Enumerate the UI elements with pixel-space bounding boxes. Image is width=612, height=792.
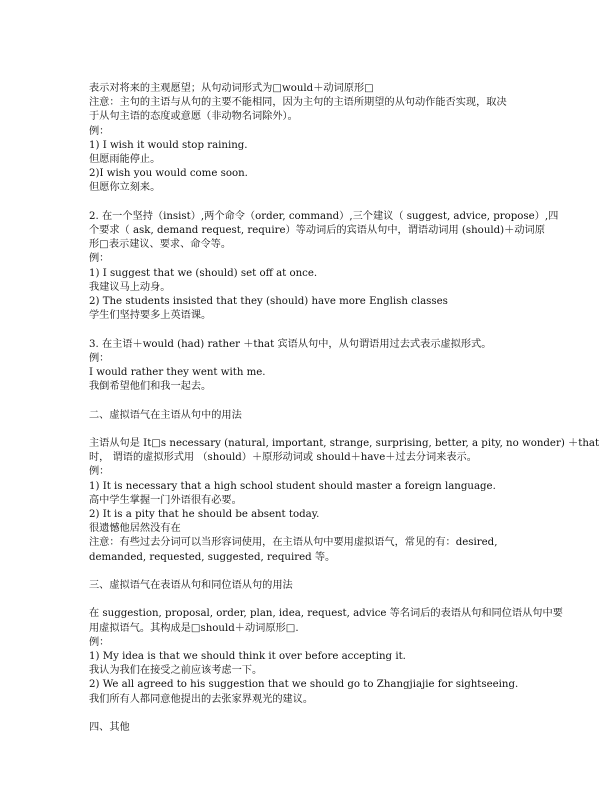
text-line: I would rather they went with me. — [89, 367, 266, 379]
text-line: 2) We all agreed to his suggestion that we should go to Zhangjiajie for sightseeing. — [89, 679, 519, 691]
section-heading: 二、虚拟语气在主语从句中的用法 — [89, 409, 242, 421]
text-line: 主语从句是 It□s necessary (natural, important, strange, surprising, better, a pity, no wonder) ＋that — [89, 438, 600, 450]
text-line: 1) I wish it would stop raining. — [89, 139, 248, 151]
blank-line — [89, 593, 572, 607]
text-line: 例： — [89, 253, 110, 265]
text-line: 2. 在一个坚持（insist）,两个命令（order, command）,三个建议（ suggest, advice, propose）,四 — [89, 210, 559, 222]
text-line: 我建议马上动身。 — [89, 281, 171, 293]
text-line: 时， 谓语的虚拟形式用 （should）＋原形动词或 should＋have＋过去分词来表示。 — [89, 452, 477, 464]
text-line: 注意：主句的主语与从句的主要不能相同，因为主句的主语所期望的从句动作能否实现，取决 — [89, 97, 507, 109]
blank-line — [89, 394, 572, 408]
text-line: 学生们坚持要多上英语课。 — [89, 310, 212, 322]
text-line: 例： — [89, 466, 110, 478]
text-line: 很遗憾他居然没有在 — [89, 523, 181, 535]
text-line: 3. 在主语＋would (had) rather ＋that 宾语从句中，从句谓语用过去式表示虚拟形式。 — [89, 338, 492, 350]
text-line: 但愿你立刻来。 — [89, 182, 161, 194]
text-line: 例： — [89, 636, 110, 648]
text-line: 个要求（ ask, demand request, require）等动词后的宾语从句中，谓语动词用 (should)＋动词原 — [89, 225, 545, 237]
blank-line — [89, 323, 572, 337]
text-line: 2)I wish you would come soon. — [89, 168, 248, 180]
text-line: 2) It is a pity that he should be absent today. — [89, 509, 320, 521]
text-line: 1) I suggest that we (should) set off at once. — [89, 267, 318, 279]
text-line: 我们所有人都同意他提出的去张家界观光的建议。 — [89, 693, 314, 705]
section-heading: 四、其他 — [89, 722, 130, 734]
blank-line — [89, 565, 572, 579]
text-line: 在 suggestion, proposal, order, plan, idea, request, advice 等名词后的表语从句和同位语从句中要 — [89, 608, 563, 620]
blank-line — [89, 423, 572, 437]
text-line: 用虚拟语气。其构成是□should＋动词原形□. — [89, 622, 299, 634]
text-line: demanded, requested, suggested, required 等。 — [89, 551, 336, 563]
blank-line — [89, 196, 572, 210]
text-line: 1) It is necessary that a high school student should master a foreign language. — [89, 480, 496, 492]
text-line: 2) The students insisted that they (should) have more English classes — [89, 296, 448, 308]
text-line: 形□表示建议、要求、命令等。 — [89, 239, 232, 251]
text-line: 于从句主语的态度或意愿（非动物名词除外）。 — [89, 111, 298, 123]
blank-line — [89, 707, 572, 721]
text-line: 我认为我们在接受之前应该考虑一下。 — [89, 665, 263, 677]
text-line: 表示对将来的主观愿望；从句动词形式为□would＋动词原形□ — [89, 83, 374, 94]
text-line: 1) My idea is that we should think it over before accepting it. — [89, 651, 406, 663]
section-heading: 三、虚拟语气在表语从句和同位语从句的用法 — [89, 580, 293, 592]
text-line: 例： — [89, 352, 110, 364]
text-line: 但愿雨能停止。 — [89, 154, 161, 166]
text-line: 注意：有些过去分词可以当形容词使用，在主语从句中要用虚拟语气，常见的有：desired, — [89, 537, 498, 549]
text-line: 我倒希望他们和我一起去。 — [89, 381, 212, 393]
text-line: 高中学生掌握一门外语很有必要。 — [89, 494, 242, 506]
text-line: 例： — [89, 125, 110, 137]
